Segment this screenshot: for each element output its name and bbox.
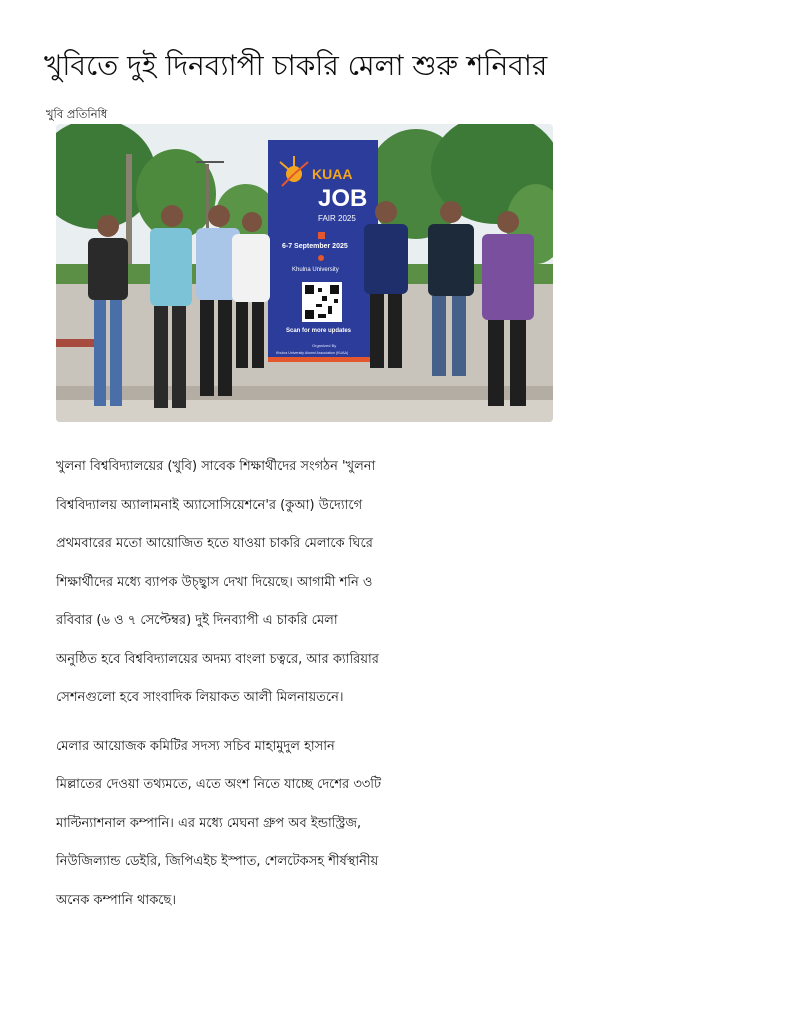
paragraph-line: খুলনা বিশ্ববিদ্যালয়ের (খুবি) সাবেক শিক্ষার্থীদের সংগঠন 'খুলনা xyxy=(56,459,376,474)
paragraph-line: সেশনগুলো হবে সাংবাদিক লিয়াকত আলী মিলনায়তনে। xyxy=(56,690,344,705)
banner-footer-label: Organized By xyxy=(312,343,337,348)
paragraph-line: বিশ্ববিদ্যালয় অ্যালামনাই অ্যাসোসিয়েশনে'র (কুআ) উদ্যোগে xyxy=(56,497,363,513)
paragraph-line: মেলার আয়োজক কমিটির সদস্য সচিব মাহামুদুল হাসান xyxy=(56,738,335,754)
paragraph-1 xyxy=(56,448,476,718)
location-pin-icon xyxy=(318,255,324,261)
paragraph-line: মিল্লাতের দেওয়া তথ্যমতে, এতে অংশ নিতে যাচ্ছে দেশের ৩৩টি xyxy=(56,777,382,792)
article-headline: খুবিতে দুই দিনব্যাপী চাকরি মেলা শুরু শনিবার xyxy=(44,49,548,82)
paragraph-line: নিউজিল্যান্ড ডেইরি, জিপিএইচ ইস্পাত, শেলটেকসহ শীর্ষস্থানীয় xyxy=(56,854,379,869)
paragraph-line: রবিবার (৬ ও ৭ সেপ্টেম্বর) দুই দিনব্যাপী এ চাকরি মেলা xyxy=(56,613,338,628)
paragraph-line: প্রথমবারের মতো আয়োজিত হতে যাওয়া চাকরি মেলাকে ঘিরে xyxy=(56,536,373,551)
banner-date-text: 6-7 September 2025 xyxy=(282,243,348,250)
group-photo-illustration xyxy=(56,124,553,422)
banner-fair-text: FAIR 2025 xyxy=(318,214,356,223)
paragraph-line: অনেক কম্পানি থাকছে। xyxy=(56,892,177,908)
banner-footer-org: Khulna University Alumni Association (KUAA) xyxy=(276,351,349,355)
paragraph-line: অনুষ্ঠিত হবে বিশ্ববিদ্যালয়ের অদম্য বাংলা চত্বরে, আর ক্যারিয়ার xyxy=(56,651,379,667)
banner-logo-text: KUAA xyxy=(312,166,353,182)
article-photo xyxy=(56,124,553,422)
paragraph-line: মাল্টিন্যাশনাল কম্পানি। এর মধ্যে মেঘনা গ্রুপ অব ইন্ডাস্ট্রিজ, xyxy=(56,815,362,831)
paragraph-2 xyxy=(56,728,476,921)
article-body xyxy=(56,448,476,930)
article-byline: খুবি প্রতিনিধি xyxy=(46,107,108,121)
banner-qr-caption: Scan for more updates xyxy=(286,328,352,334)
paragraph-line: শিক্ষার্থীদের মধ্যে ব্যাপক উচ্ছ্বাস দেখা দিয়েছে। আগামী শনি ও xyxy=(56,574,373,590)
qr-code-icon xyxy=(302,282,342,322)
job-fair-banner xyxy=(268,140,378,362)
calendar-icon xyxy=(318,232,325,239)
banner-job-text: JOB xyxy=(318,185,368,212)
banner-venue-text: Khulna University xyxy=(292,267,339,273)
